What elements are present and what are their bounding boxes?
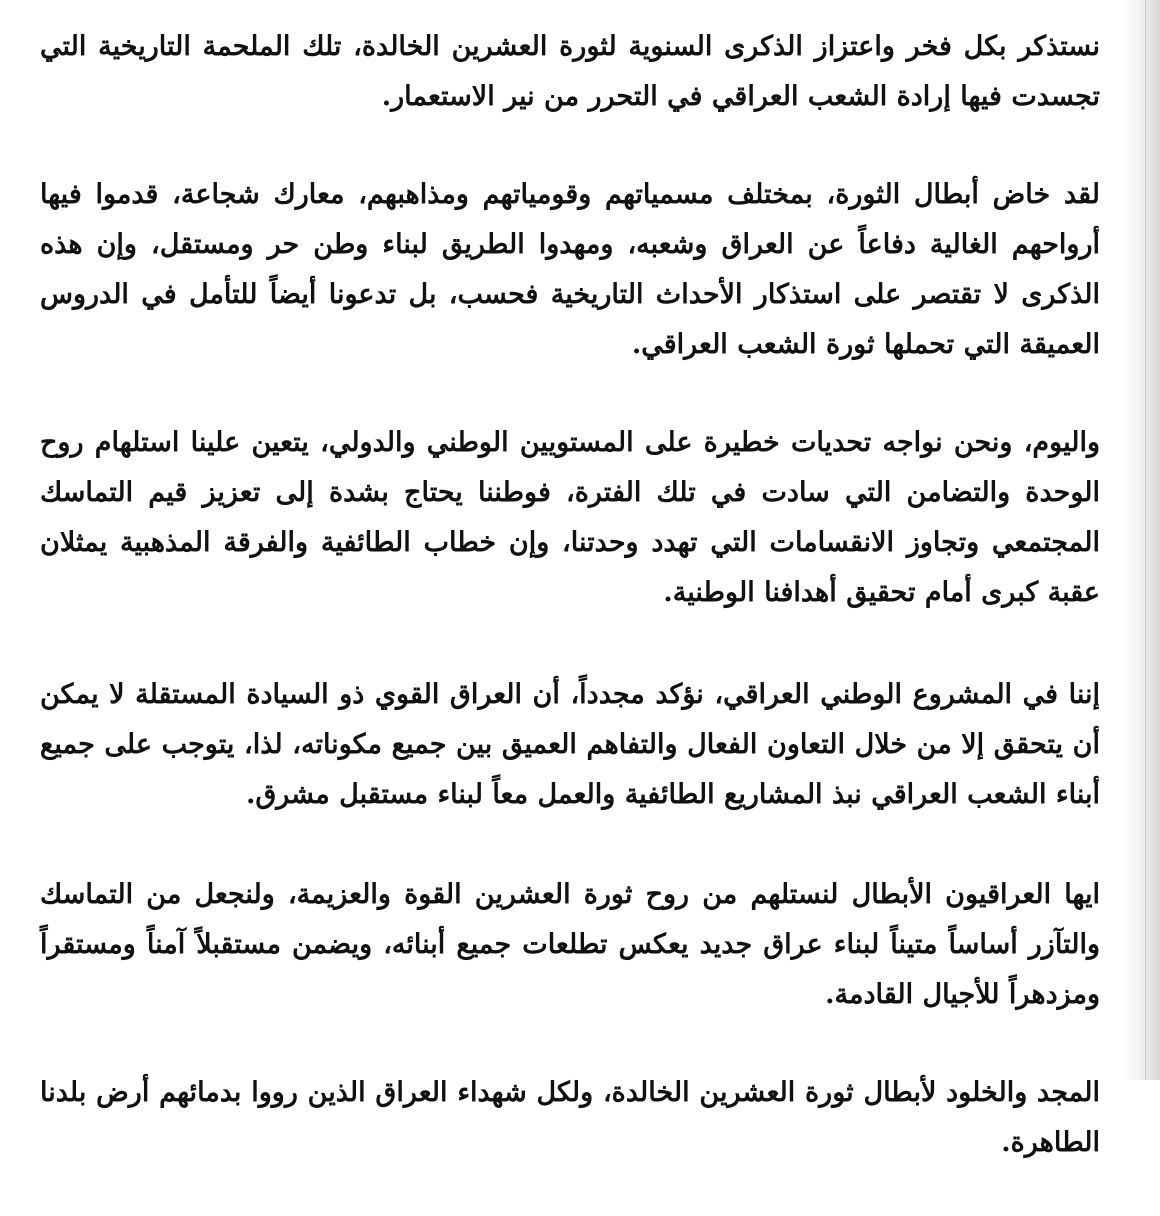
paragraph-5: ايها العراقيون الأبطال لنستلهم من روح ثورة العشرين القوة والعزيمة، ولنجعل من التماسك والتآزر أساساً متيناً لبناء عراق جديد يعكس تطلعات جميع أبنائه، ويضمن مستقبلاً آمناً ومستقراً ومزدهراً للأجيال القادمة.	[40, 879, 1100, 1010]
document-body	[40, 22, 1100, 1216]
paragraph-4: إننا في المشروع الوطني العراقي، نؤكد مجدداً، أن العراق القوي ذو السيادة المستقلة لا يمكن أن يتحقق إلا من خلال التعاون الفعال والتفاهم العميق بين جميع مكوناته، لذا، يتوجب على جميع أبناء الشعب العراقي نبذ المشاريع الطائفية والعمل معاً لبناء مستقبل مشرق.	[40, 679, 1100, 810]
paragraph-1: نستذكر بكل فخر واعتزاز الذكرى السنوية لثورة العشرين الخالدة، تلك الملحمة التاريخية التي تجسدت فيها إرادة الشعب العراقي في التحرر من نير الاستعمار.	[40, 31, 1100, 112]
paragraph-3: واليوم، ونحن نواجه تحديات خطيرة على المستويين الوطني والدولي، يتعين علينا استلهام روح الوحدة والتضامن التي سادت في تلك الفترة، فوطننا يحتاج بشدة إلى تعزيز قيم التماسك المجتمعي وتجاوز الانقسامات التي تهدد وحدتنا، وإن خطاب الطائفية والفرقة المذهبية يمثلان عقبة كبرى أمام تحقيق أهدافنا الوطنية.	[40, 427, 1100, 608]
page-edge-shadow	[1124, 0, 1160, 1080]
page-edge-line	[1145, 0, 1146, 1080]
paragraph-2: لقد خاض أبطال الثورة، بمختلف مسمياتهم وقومياتهم ومذاهبهم، معارك شجاعة، قدموا فيها أرواحهم الغالية دفاعاً عن العراق وشعبه، ومهدوا الطريق لبناء وطن حر ومستقل، وإن هذه الذكرى لا تقتصر على استذكار الأحداث التاريخية فحسب، بل تدعونا أيضاً للتأمل في الدروس العميقة التي تحملها ثورة الشعب العراقي.	[40, 179, 1100, 360]
paragraph-6: المجد والخلود لأبطال ثورة العشرين الخالدة، ولكل شهداء العراق الذين رووا بدمائهم أرض بلدنا الطاهرة.	[40, 1077, 1100, 1158]
